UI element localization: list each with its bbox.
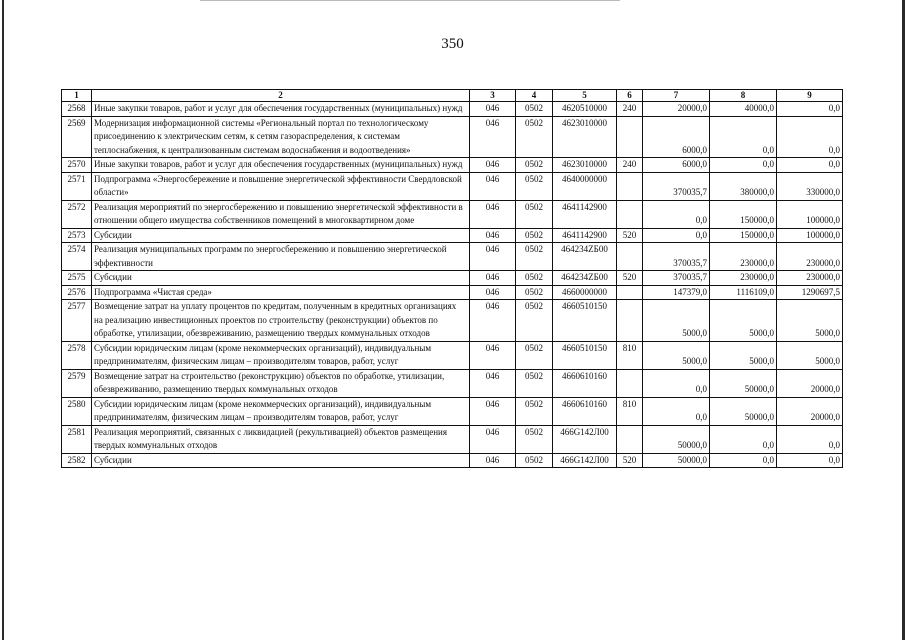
target-code-cell: 4660610160 <box>553 369 617 397</box>
amount-col7-cell: 147379,0 <box>643 285 710 300</box>
table-row <box>62 102 843 117</box>
row-number-cell: 2578 <box>62 341 92 369</box>
expense-type-cell <box>617 369 643 397</box>
target-code-cell: 466G142Л00 <box>553 425 617 453</box>
table-row <box>62 453 843 468</box>
item-name-cell: Модернизация информационной системы «Региональный портал по технологическому присоединению к электрическим сетям, к сетям газораспределения, к системам теплоснабжения, к централизованным системам водоснабжения и водоотведения» <box>92 116 470 158</box>
target-code-cell: 4640000000 <box>553 172 617 200</box>
column-header: 2 <box>92 90 470 102</box>
row-number-cell: 2568 <box>62 102 92 117</box>
expense-type-cell: 240 <box>617 102 643 117</box>
budget-table <box>61 89 843 468</box>
target-code-cell: 4623010000 <box>553 158 617 173</box>
amount-col8-cell: 0,0 <box>710 453 777 468</box>
amount-col7-cell: 370035,7 <box>643 172 710 200</box>
column-header: 4 <box>516 90 553 102</box>
row-number-cell: 2576 <box>62 285 92 300</box>
row-number-cell: 2570 <box>62 158 92 173</box>
amount-col7-cell: 6000,0 <box>643 158 710 173</box>
amount-col7-cell: 20000,0 <box>643 102 710 117</box>
amount-col9-cell: 20000,0 <box>777 397 843 425</box>
amount-col8-cell: 150000,0 <box>710 200 777 228</box>
ministry-code-cell: 046 <box>470 453 516 468</box>
table-row <box>62 397 843 425</box>
expense-type-cell <box>617 300 643 342</box>
row-number-cell: 2581 <box>62 425 92 453</box>
row-number-cell: 2571 <box>62 172 92 200</box>
section-code-cell: 0502 <box>516 300 553 342</box>
amount-col8-cell: 230000,0 <box>710 271 777 286</box>
ministry-code-cell: 046 <box>470 158 516 173</box>
expense-type-cell: 520 <box>617 228 643 243</box>
ministry-code-cell: 046 <box>470 285 516 300</box>
amount-col8-cell: 0,0 <box>710 425 777 453</box>
amount-col9-cell: 0,0 <box>777 102 843 117</box>
section-code-cell: 0502 <box>516 285 553 300</box>
item-name-cell: Возмещение затрат на уплату процентов по кредитам, полученным в кредитных организациях на реализацию инвестиционных проектов по строительству (реконструкции) объектов по обработке, утилизации, обезвреживанию, размещению твердых коммунальных отходов <box>92 300 470 342</box>
row-number-cell: 2573 <box>62 228 92 243</box>
table-row <box>62 228 843 243</box>
target-code-cell: 4623010000 <box>553 116 617 158</box>
column-header: 5 <box>553 90 617 102</box>
ministry-code-cell: 046 <box>470 102 516 117</box>
amount-col9-cell: 0,0 <box>777 453 843 468</box>
amount-col9-cell: 230000,0 <box>777 243 843 271</box>
row-number-cell: 2572 <box>62 200 92 228</box>
expense-type-cell: 520 <box>617 453 643 468</box>
row-number-cell: 2580 <box>62 397 92 425</box>
item-name-cell: Субсидии <box>92 228 470 243</box>
section-code-cell: 0502 <box>516 341 553 369</box>
amount-col7-cell: 370035,7 <box>643 271 710 286</box>
column-header: 1 <box>62 90 92 102</box>
target-code-cell: 4660510150 <box>553 300 617 342</box>
item-name-cell: Подпрограмма «Энергосбережение и повышение энергетической эффективности Свердловской области» <box>92 172 470 200</box>
ministry-code-cell: 046 <box>470 425 516 453</box>
table-row <box>62 116 843 158</box>
section-code-cell: 0502 <box>516 158 553 173</box>
amount-col9-cell: 0,0 <box>777 158 843 173</box>
table-row <box>62 369 843 397</box>
amount-col7-cell: 5000,0 <box>643 341 710 369</box>
amount-col7-cell: 0,0 <box>643 397 710 425</box>
table-row <box>62 172 843 200</box>
amount-col7-cell: 50000,0 <box>643 425 710 453</box>
amount-col7-cell: 5000,0 <box>643 300 710 342</box>
section-code-cell: 0502 <box>516 397 553 425</box>
section-code-cell: 0502 <box>516 172 553 200</box>
item-name-cell: Подпрограмма «Чистая среда» <box>92 285 470 300</box>
scan-top-edge <box>200 0 620 1</box>
table-row <box>62 158 843 173</box>
table-row <box>62 271 843 286</box>
table-row <box>62 243 843 271</box>
amount-col8-cell: 40000,0 <box>710 102 777 117</box>
item-name-cell: Иные закупки товаров, работ и услуг для обеспечения государственных (муниципальных) нужд <box>92 102 470 117</box>
amount-col8-cell: 5000,0 <box>710 341 777 369</box>
expense-type-cell <box>617 243 643 271</box>
ministry-code-cell: 046 <box>470 200 516 228</box>
column-header: 8 <box>710 90 777 102</box>
ministry-code-cell: 046 <box>470 397 516 425</box>
amount-col8-cell: 230000,0 <box>710 243 777 271</box>
target-code-cell: 466G142Л00 <box>553 453 617 468</box>
expense-type-cell <box>617 200 643 228</box>
section-code-cell: 0502 <box>516 453 553 468</box>
item-name-cell: Реализация мероприятий по энергосбережению и повышению энергетической эффективности в отношении общего имущества собственников помещений в многоквартирном доме <box>92 200 470 228</box>
expense-type-cell: 810 <box>617 397 643 425</box>
target-code-cell: 4660000000 <box>553 285 617 300</box>
column-header: 7 <box>643 90 710 102</box>
ministry-code-cell: 046 <box>470 243 516 271</box>
amount-col9-cell: 100000,0 <box>777 200 843 228</box>
amount-col7-cell: 50000,0 <box>643 453 710 468</box>
amount-col9-cell: 0,0 <box>777 116 843 158</box>
expense-type-cell <box>617 425 643 453</box>
ministry-code-cell: 046 <box>470 271 516 286</box>
target-code-cell: 4641142900 <box>553 228 617 243</box>
item-name-cell: Субсидии <box>92 271 470 286</box>
table-row <box>62 341 843 369</box>
section-code-cell: 0502 <box>516 200 553 228</box>
amount-col9-cell: 100000,0 <box>777 228 843 243</box>
section-code-cell: 0502 <box>516 228 553 243</box>
section-code-cell: 0502 <box>516 369 553 397</box>
amount-col7-cell: 0,0 <box>643 228 710 243</box>
amount-col9-cell: 330000,0 <box>777 172 843 200</box>
amount-col9-cell: 20000,0 <box>777 369 843 397</box>
expense-type-cell <box>617 285 643 300</box>
table-row <box>62 300 843 342</box>
expense-type-cell: 240 <box>617 158 643 173</box>
page-number: 350 <box>441 36 464 52</box>
expense-type-cell: 810 <box>617 341 643 369</box>
amount-col8-cell: 0,0 <box>710 116 777 158</box>
ministry-code-cell: 046 <box>470 116 516 158</box>
amount-col9-cell: 1290697,5 <box>777 285 843 300</box>
expense-type-cell <box>617 172 643 200</box>
item-name-cell: Субсидии юридическим лицам (кроме некоммерческих организаций), индивидуальным предпринимателям, физическим лицам – производителям товаров, работ, услуг <box>92 341 470 369</box>
target-code-cell: 4660510150 <box>553 341 617 369</box>
amount-col8-cell: 5000,0 <box>710 300 777 342</box>
amount-col7-cell: 0,0 <box>643 200 710 228</box>
row-number-cell: 2582 <box>62 453 92 468</box>
amount-col9-cell: 230000,0 <box>777 271 843 286</box>
amount-col9-cell: 5000,0 <box>777 300 843 342</box>
amount-col7-cell: 6000,0 <box>643 116 710 158</box>
column-header: 9 <box>777 90 843 102</box>
amount-col7-cell: 370035,7 <box>643 243 710 271</box>
row-number-cell: 2579 <box>62 369 92 397</box>
section-code-cell: 0502 <box>516 102 553 117</box>
amount-col8-cell: 150000,0 <box>710 228 777 243</box>
header-row <box>62 90 843 102</box>
target-code-cell: 4641142900 <box>553 200 617 228</box>
ministry-code-cell: 046 <box>470 300 516 342</box>
item-name-cell: Реализация мероприятий, связанных с ликвидацией (рекультивацией) объектов размещения твердых коммунальных отходов <box>92 425 470 453</box>
table-row <box>62 200 843 228</box>
row-number-cell: 2569 <box>62 116 92 158</box>
scan-border-left <box>2 0 4 640</box>
ministry-code-cell: 046 <box>470 172 516 200</box>
row-number-cell: 2575 <box>62 271 92 286</box>
target-code-cell: 464234ZБ00 <box>553 271 617 286</box>
table-row <box>62 285 843 300</box>
section-code-cell: 0502 <box>516 243 553 271</box>
column-header: 3 <box>470 90 516 102</box>
ministry-code-cell: 046 <box>470 228 516 243</box>
item-name-cell: Реализация муниципальных программ по энергосбережению и повышению энергетической эффективности <box>92 243 470 271</box>
target-code-cell: 4620510000 <box>553 102 617 117</box>
row-number-cell: 2577 <box>62 300 92 342</box>
amount-col8-cell: 0,0 <box>710 158 777 173</box>
amount-col9-cell: 5000,0 <box>777 341 843 369</box>
item-name-cell: Возмещение затрат на строительство (реконструкцию) объектов по обработке, утилизации, обезвреживанию, размещению твердых коммунальных отходов <box>92 369 470 397</box>
target-code-cell: 464234ZБ00 <box>553 243 617 271</box>
section-code-cell: 0502 <box>516 271 553 286</box>
target-code-cell: 4660610160 <box>553 397 617 425</box>
expense-type-cell: 520 <box>617 271 643 286</box>
column-header: 6 <box>617 90 643 102</box>
amount-col8-cell: 50000,0 <box>710 397 777 425</box>
section-code-cell: 0502 <box>516 116 553 158</box>
amount-col7-cell: 0,0 <box>643 369 710 397</box>
amount-col8-cell: 50000,0 <box>710 369 777 397</box>
item-name-cell: Иные закупки товаров, работ и услуг для обеспечения государственных (муниципальных) нужд <box>92 158 470 173</box>
expense-type-cell <box>617 116 643 158</box>
amount-col8-cell: 380000,0 <box>710 172 777 200</box>
ministry-code-cell: 046 <box>470 369 516 397</box>
section-code-cell: 0502 <box>516 425 553 453</box>
ministry-code-cell: 046 <box>470 341 516 369</box>
amount-col8-cell: 1116109,0 <box>710 285 777 300</box>
item-name-cell: Субсидии <box>92 453 470 468</box>
table-row <box>62 425 843 453</box>
item-name-cell: Субсидии юридическим лицам (кроме некоммерческих организаций), индивидуальным предпринимателям, физическим лицам – производителям товаров, работ, услуг <box>92 397 470 425</box>
row-number-cell: 2574 <box>62 243 92 271</box>
amount-col9-cell: 0,0 <box>777 425 843 453</box>
